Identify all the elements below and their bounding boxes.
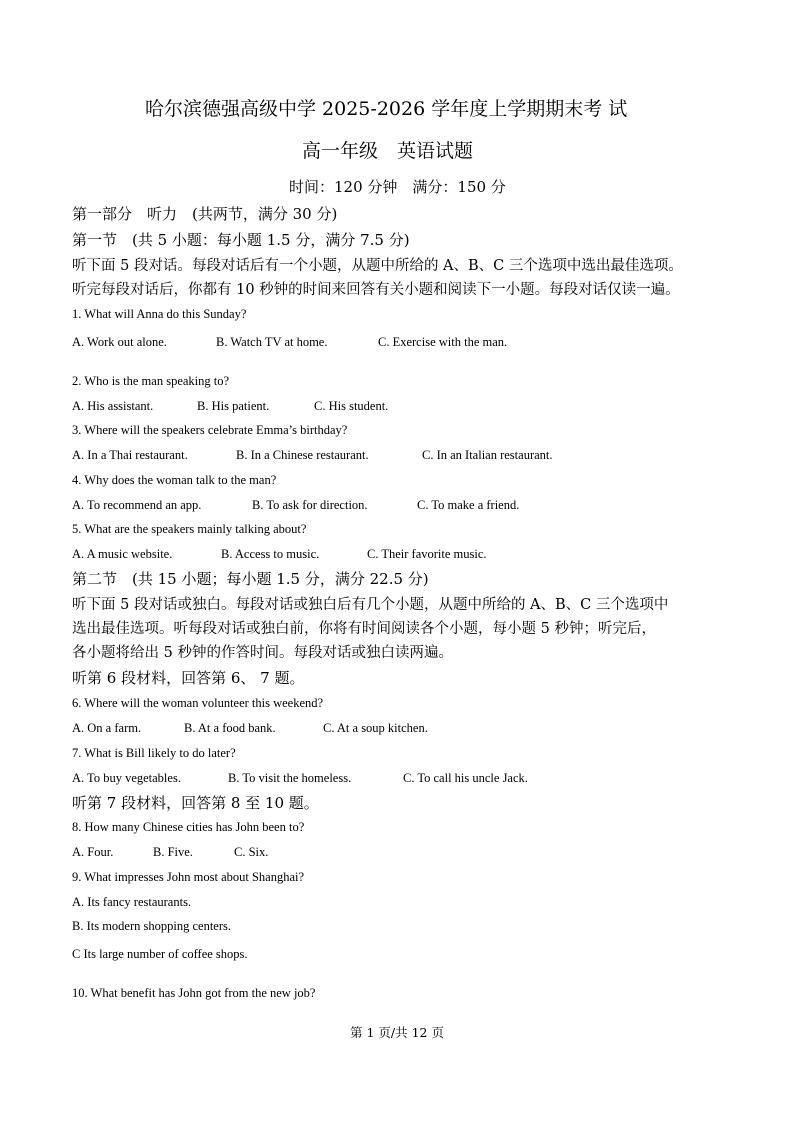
part1-heading: 第一部分 听力 (共两节，满分 30 分) [72,205,338,223]
question-6-option-b: B. At a food bank. [184,721,276,735]
question-5-option-b: B. Access to music. [221,547,320,561]
section2-instruction-3: 各小题将给出 5 秒钟的作答时间。每段对话或独白读两遍。 [72,645,453,661]
question-4-option-b: B. To ask for direction. [252,498,368,512]
question-2-option-c: C. His student. [314,399,389,413]
section2-instruction-2: 选出最佳选项。听每段对话或独白前，你将有时间阅读各个小题，每小题 5 秒钟；听完后， [72,621,656,637]
question-1-stem: 1. What will Anna do this Sunday? [72,307,247,321]
question-3-option-c: C. In an Italian restaurant. [422,448,553,462]
question-10-stem: 10. What benefit has John got from the new job? [72,986,316,1000]
question-8-option-a: A. Four. [72,845,114,859]
exam-title: 哈尔滨德强高级中学 2025-2026 学年度上学期期末考 试 [145,98,628,120]
question-7-stem: 7. What is Bill likely to do later? [72,746,236,760]
question-4-stem: 4. Why does the woman talk to the man? [72,473,277,487]
section2-instruction-1: 听下面 5 段对话或独白。每段对话或独白后有几个小题，从题中所给的 A、B、C 三个选项中 [72,597,669,613]
question-7-option-b: B. To visit the homeless. [228,771,352,785]
question-6-option-a: A. On a farm. [72,721,142,735]
material-7-heading: 听第 7 段材料，回答第 8 至 10 题。 [72,794,319,812]
question-7-option-c: C. To call his uncle Jack. [403,771,528,785]
question-8-stem: 8. How many Chinese cities has John been to? [72,820,305,834]
question-5-option-a: A. A music website. [72,547,173,561]
question-3-option-b: B. In a Chinese restaurant. [236,448,369,462]
question-8-option-c: C. Six. [234,845,269,859]
section2-heading: 第二节 (共 15 小题；每小题 1.5 分，满分 22.5 分) [72,570,429,588]
question-2-option-b: B. His patient. [197,399,270,413]
question-4-option-a: A. To recommend an app. [72,498,202,512]
material-6-heading: 听第 6 段材料，回答第 6、 7 题。 [72,669,305,687]
question-3-stem: 3. Where will the speakers celebrate Emma’s birthday? [72,423,348,437]
question-1-option-a: A. Work out alone. [72,335,167,349]
question-9-option-c: C Its large number of coffee shops. [72,947,248,961]
section1-instruction-1: 听下面 5 段对话。每段对话后有一个小题，从题中所给的 A、B、C 三个选项中选出最佳选项。 [72,258,683,274]
question-9-stem: 9. What impresses John most about Shanghai? [72,870,305,884]
time-score-line: 时间：120 分钟 满分：150 分 [289,178,506,196]
question-8-option-b: B. Five. [153,845,193,859]
question-2-stem: 2. Who is the man speaking to? [72,374,230,388]
page-number: 第 1 页/共 12 页 [350,1025,444,1040]
question-3-option-a: A. In a Thai restaurant. [72,448,188,462]
question-2-option-a: A. His assistant. [72,399,154,413]
question-7-option-a: A. To buy vegetables. [72,771,181,785]
section1-heading: 第一节 (共 5 小题：每小题 1.5 分，满分 7.5 分) [72,231,410,249]
question-9-option-a: A. Its fancy restaurants. [72,895,192,909]
question-5-option-c: C. Their favorite music. [367,547,487,561]
question-1-option-c: C. Exercise with the man. [378,335,508,349]
question-1-option-b: B. Watch TV at home. [216,335,328,349]
exam-subtitle: 高一年级 英语试题 [302,140,474,162]
question-6-option-c: C. At a soup kitchen. [323,721,428,735]
question-9-option-b: B. Its modern shopping centers. [72,919,232,933]
question-4-option-c: C. To make a friend. [417,498,520,512]
question-5-stem: 5. What are the speakers mainly talking about? [72,522,307,536]
section1-instruction-2: 听完每段对话后，你都有 10 秒钟的时间来回答有关小题和阅读下一小题。每段对话仅读一遍。 [72,282,680,298]
question-6-stem: 6. Where will the woman volunteer this weekend? [72,696,324,710]
